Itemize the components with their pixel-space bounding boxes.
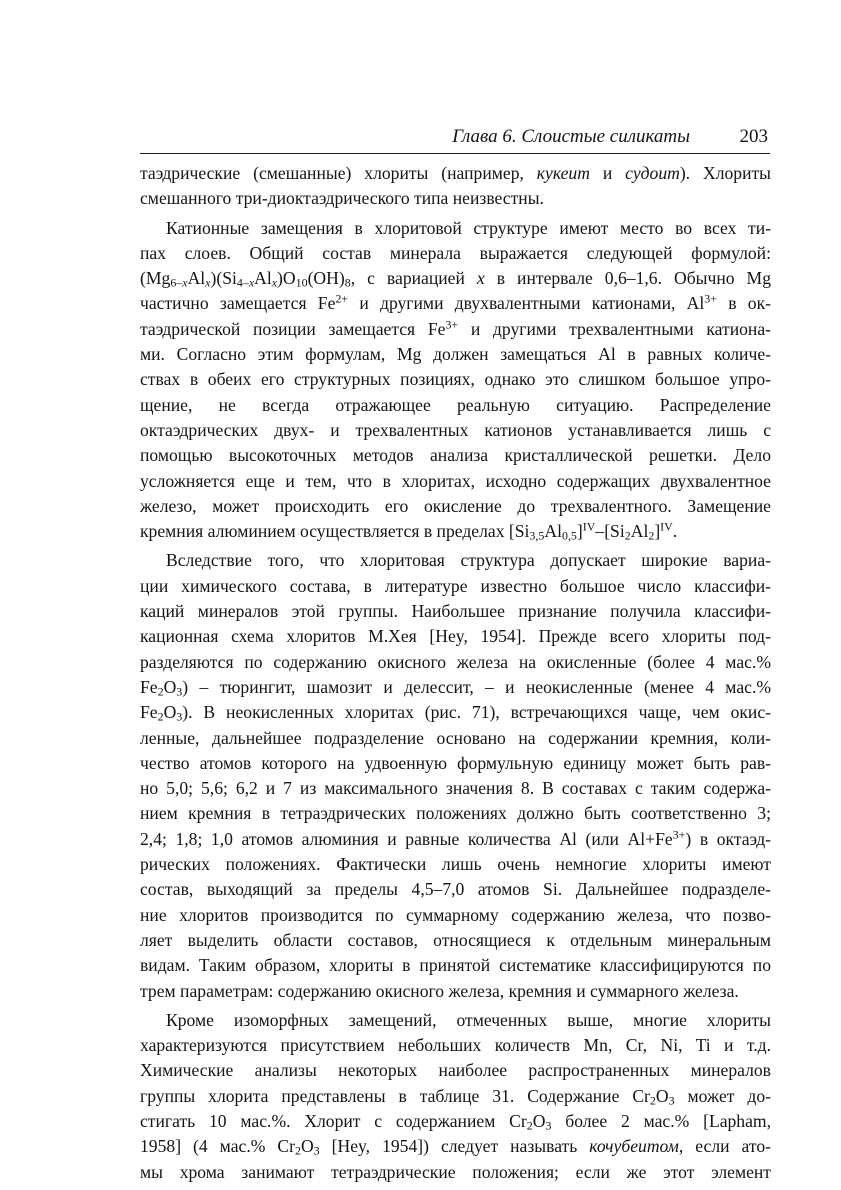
text-line: Кроме изоморфных замещений, отмеченных выше, многие хлориты [166,1009,771,1030]
text-line: $Fe_2O_3$). В неокисленных хлоритах (рис. 71), встречающихся чаще, чем окис- [140,702,771,724]
text-line: ние хлоритов производится по суммарному содержанию железа, что позво- [140,904,771,925]
text-line: Химические анализы некоторых наиболее распространенных минералов [140,1060,771,1081]
text-line: нием кремния в тетраэдрических положениях должно быть соответственно 3; [140,803,771,824]
text-line: ции химического состава, в литературе известно большое число классифи- [140,575,771,596]
text-line: но 5,0; 5,6; 6,2 и 7 из максимального значения 8. В составах с таким содержа- [140,778,771,799]
text-line: пах слоев. Общий состав минерала выражается следующей формулой: [140,242,771,263]
text-line: ствах в обеих его структурных позициях, однако это слишком большое упро- [140,369,771,390]
text-line: характеризуются присутствием небольших количеств Mn, Cr, Ni, Ti и т.д. [140,1035,771,1056]
header-rule [140,153,770,154]
text-line: ленные, дальнейшее подразделение основано на содержании кремния, коли- [140,727,771,748]
text-line: частично замещается $Fe^{2+}$ и другими двухвалентными катионами, $Al^{3+}$ в ок- [140,291,771,314]
text-line: кремния алюминием осуществляется в пределах $[Si_{3,5}Al_{0,5}]^{IV}-[Si_2Al_2]^{IV}$. [140,519,678,543]
text-line: чество атомов которого на удвоенную формульную единицу может быть рав- [140,752,771,773]
text-line: кационная схема хлоритов М.Хея [Hey, 1954]. Прежде всего хлориты под- [140,626,771,647]
text-line: 2,4; 1,8; 1,0 атомов алюминия и равные количества Al (или $Al+Fe^{3+}$) в октаэд- [140,827,771,849]
text-line: усложняется еще и тем, что в хлоритах, исходно содержащих двухвалентное [140,470,771,491]
text-line: каций минералов этой группы. Наибольшее признание получила классифи- [140,601,771,622]
text-line: октаэдрических двух- и трехвалентных катионов устанавливается лишь с [140,419,771,440]
text-line: стигать 10 мас.%. Хлорит с содержанием $Cr_2O_3$ более 2 мас.% [Lapham, [140,1110,771,1133]
chapter-title: Глава 6. Слоистые силикаты [452,126,690,147]
text-line: состав, выходящий за пределы 4,5–7,0 атомов Si. Дальнейшее подразделе- [140,879,771,900]
text-line: железо, может происходить его окисление до трехвалентного. Замещение [140,495,771,516]
text-line: видам. Таким образом, хлориты в принятой систематике классифицируются по [140,955,771,976]
text-line: ляет выделить области составов, относящиеся к отдельным минеральным [140,929,771,950]
text-line: трем параметрам: содержанию окисного железа, кремния и суммарного железа. [140,980,739,1001]
text-line: $(Mg_{6-x}Al_x)(Si_{4-x}Al_x)O_{10}(OH)_8$, с вариацией x в интервале 0,6–1,6. Обычно Mg [140,268,771,290]
text-line: Катионные замещения в хлоритовой структуре имеют место во всех ти- [166,217,771,238]
body-text [140,161,771,1185]
text-line: смешанного три-диоктаэдрического типа неизвестны. [140,188,544,209]
text-line: таэдрической позиции замещается $Fe^{3+}$ и другими трехвалентными катиона- [140,317,772,339]
page-number: 203 [739,126,768,147]
text-line: таэдрические (смешанные) хлориты (например, кукеит и судоит). Хлориты [140,163,771,183]
text-line: помощью высокоточных методов анализа кристаллической решетки. Дело [140,445,771,466]
text-line: Вследствие того, что хлоритовая структура допускает широкие вариа- [166,550,771,571]
running-header [140,124,770,152]
text-line: ми. Согласно этим формулам, Mg должен замещаться Al в равных количе- [140,344,771,365]
text-line: 1958] (4 мас.% $Cr_2O_3$ [Hey, 1954]) следует называть кочубеитом, если ато- [140,1136,771,1158]
text-line: разделяются по содержанию окисного железа на окисленные (более 4 мас.% [140,651,771,672]
text-line: $Fe_2O_3$) – тюрингит, шамозит и делессит, – и неокисленные (менее 4 мас.% [140,676,771,699]
text-line: рических положениях. Фактически лишь очень немногие хлориты имеют [140,854,771,875]
text-line: щение, не всегда отражающее реальную ситуацию. Распределение [140,394,771,415]
text-line: группы хлорита представлены в таблице 31. Содержание $Cr_2O_3$ может до- [140,1085,771,1108]
text-line: мы хрома занимают тетраэдрические положения; если же этот элемент [140,1161,771,1182]
